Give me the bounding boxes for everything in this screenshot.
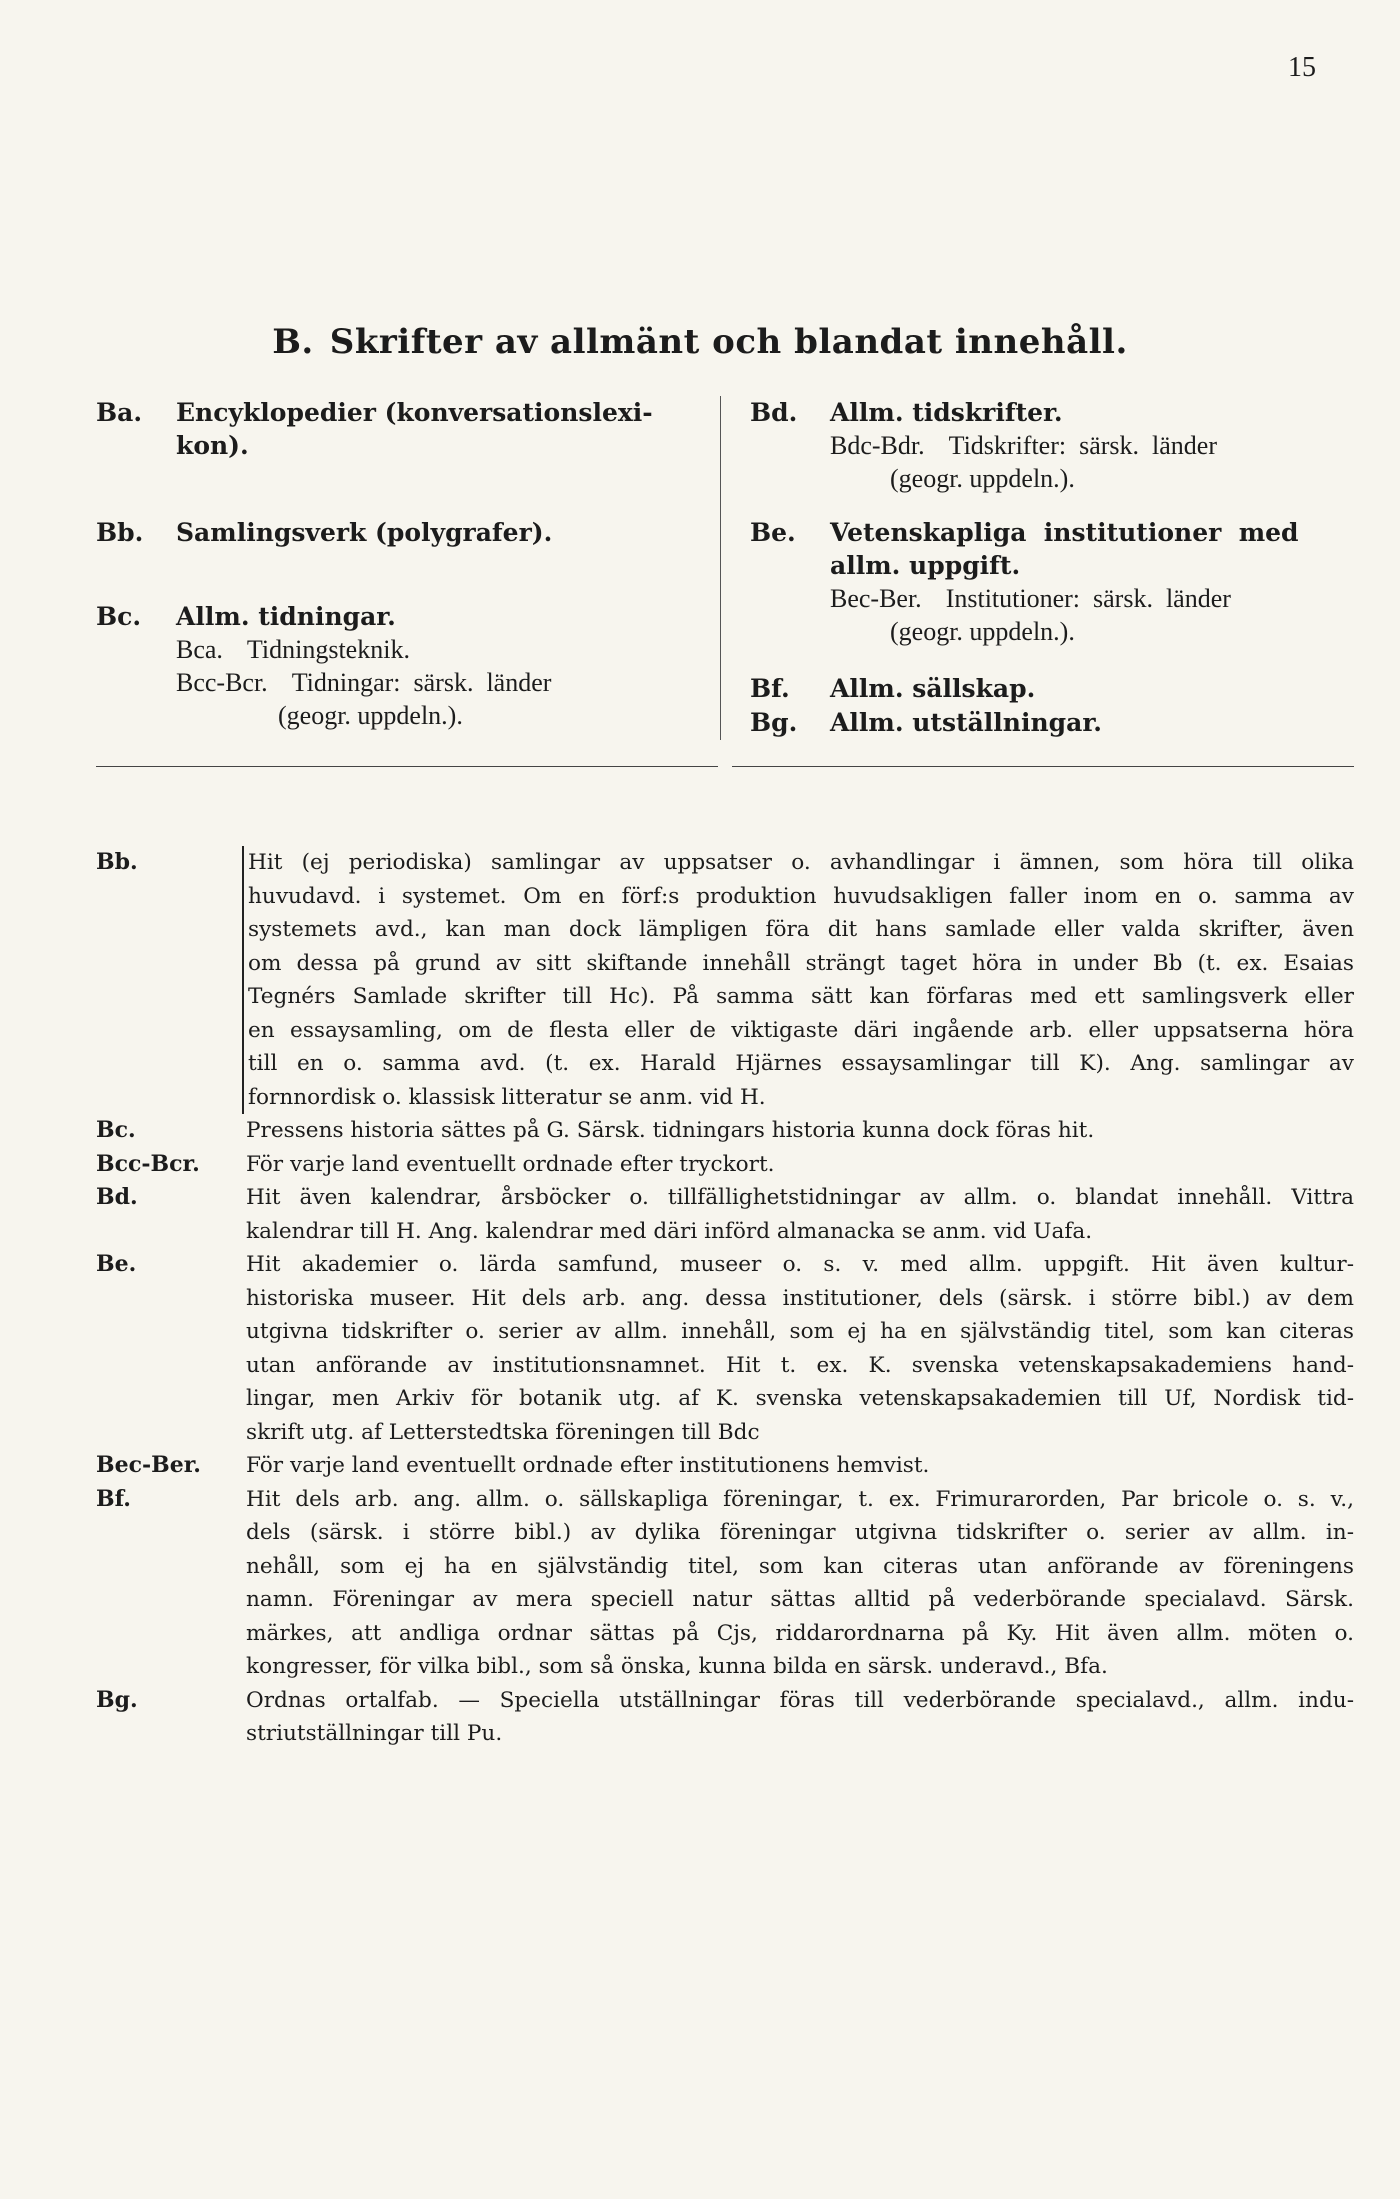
sub-code: Bcc-Bcr.	[176, 668, 268, 697]
outline-entry-bc	[96, 600, 704, 732]
entry-code: Bf.	[750, 674, 790, 703]
sub-code: Bdc-Bdr.	[830, 431, 925, 460]
note-code: Bg.	[96, 1686, 138, 1713]
note-line: kalendrar till H. Ang. kalendrar med däri införd almanacka se anm. vid Uafa.	[246, 1218, 1093, 1244]
entry-heading-cont: allm. uppgift.	[830, 551, 1021, 580]
page-number: 15	[1288, 52, 1316, 83]
note-line: namn. Föreningar av mera speciell natur sättas alltid på vederbörande specialavd. Särsk.	[246, 1587, 1354, 1612]
outline-entry-bd	[750, 396, 1354, 495]
entry-heading: Encyklopedier (konversationslexi-	[176, 398, 653, 427]
outline	[96, 396, 1354, 746]
note-line: Hit akademier o. lärda samfund, museer o. s. v. med allm. uppgift. Hit även kultur-	[246, 1252, 1354, 1277]
entry-heading: Samlingsverk (polygrafer).	[176, 518, 553, 547]
note-code: Bf.	[96, 1485, 131, 1512]
note-bd	[96, 1181, 1354, 1248]
entry-code: Bd.	[750, 398, 798, 427]
note-line: Hit dels arb. ang. allm. o. sällskapliga föreningar, t. ex. Frimurarorden, Par bricole o. s. v.,	[246, 1486, 1354, 1512]
sub-text: Tidningar: särsk. länder	[291, 668, 552, 697]
note-text	[246, 1248, 1354, 1449]
sub-entry	[176, 666, 704, 699]
note-code: Bcc-Bcr.	[96, 1150, 200, 1177]
sub-entry	[176, 633, 704, 666]
sub-text: Tidningsteknik.	[246, 635, 410, 664]
entry-heading: Allm. tidningar.	[176, 602, 396, 631]
column-divider	[720, 396, 721, 740]
note-code: Be.	[96, 1251, 137, 1277]
outline-entry-bb	[96, 516, 704, 549]
outline-entry-bg	[750, 706, 1354, 739]
outline-entry-ba	[96, 396, 704, 462]
note-line: om dessa på grund av sitt skiftande innehåll strängt taget höra in under Bb (t. ex. Esaias	[248, 950, 1354, 976]
sub-text-cont: (geogr. uppdeln.).	[278, 701, 463, 730]
note-text	[242, 846, 1354, 1114]
note-bec-ber	[96, 1449, 1354, 1483]
sub-text-cont: (geogr. uppdeln.).	[890, 617, 1075, 646]
note-line: till en o. samma avd. (t. ex. Harald Hjärnes essaysamlingar till K). Ang. samlingar av	[248, 1051, 1354, 1076]
note-line: Ordnas ortalfab. — Speciella utställningar föras till vederbörande specialavd., allm. indu-	[246, 1687, 1354, 1713]
note-line: fornnordisk o. klassisk litteratur se anm. vid H.	[248, 1084, 766, 1110]
rule-gap	[718, 765, 732, 769]
outline-entry-be	[750, 516, 1354, 648]
note-bb	[96, 846, 1354, 1114]
sub-text-cont: (geogr. uppdeln.).	[890, 464, 1075, 493]
note-be	[96, 1248, 1354, 1449]
entry-heading-cont: kon).	[176, 431, 249, 460]
note-bf	[96, 1483, 1354, 1684]
sub-text: Tidskrifter: särsk. länder	[948, 431, 1218, 460]
horizontal-rule	[96, 766, 1354, 767]
outline-entry-bf	[750, 672, 1354, 705]
entry-code: Bg.	[750, 708, 798, 737]
note-code: Bb.	[96, 849, 138, 875]
section-title: Skrifter av allmänt och blandat innehåll.	[329, 322, 1128, 362]
note-line: utan anförande av institutionsnamnet. Hit t. ex. K. svenska vetenskapsakademiens hand-	[246, 1352, 1354, 1378]
note-line: Hit (ej periodiska) samlingar av uppsatser o. avhandlingar i ämnen, som höra till olika	[248, 850, 1354, 875]
note-text	[246, 1483, 1354, 1684]
note-line: märkes, att andliga ordnar sättas på Cjs, riddarordnarna på Ky. Hit även allm. möten o.	[246, 1620, 1354, 1646]
note-line: Tegnérs Samlade skrifter till Hc). På samma sätt kan förfaras med ett samlingsverk eller	[248, 984, 1354, 1009]
note-line: För varje land eventuellt ordnade efter tryckort.	[246, 1151, 775, 1177]
note-line: dels (särsk. i större bibl.) av dylika föreningar utgivna tidskrifter o. serier av allm. in-	[246, 1520, 1354, 1545]
note-line: skrift utg. af Letterstedtska föreningen till Bdc	[246, 1419, 760, 1445]
sub-code: Bca.	[176, 635, 223, 664]
note-text	[246, 1114, 1354, 1148]
note-line: striutställningar till Pu.	[246, 1721, 503, 1746]
sub-text: Institutioner: särsk. länder	[945, 584, 1231, 613]
sub-entry	[830, 582, 1354, 615]
entry-code: Ba.	[96, 398, 143, 427]
note-line: Pressens historia sättes på G. Särsk. tidningars historia kunna dock föras hit.	[246, 1118, 1095, 1143]
sub-entry	[830, 429, 1354, 462]
note-line: systemets avd., kan man dock lämpligen föra dit hans samlade eller valda skrifter, även	[248, 917, 1354, 942]
entry-heading: Allm. tidskrifter.	[830, 398, 1063, 427]
entry-heading: Allm. utställningar.	[830, 708, 1102, 737]
entry-code: Bc.	[96, 602, 142, 631]
sub-code: Bec-Ber.	[830, 584, 922, 613]
entry-heading: Allm. sällskap.	[830, 674, 1036, 703]
note-line: en essaysamling, om de flesta eller de viktigaste däri ingående arb. eller uppsatserna höra	[248, 1017, 1354, 1043]
note-code: Bc.	[96, 1117, 136, 1143]
note-line: historiska museer. Hit dels arb. ang. dessa institutioner, dels (särsk. i större bibl.) av dem	[246, 1285, 1354, 1311]
note-line: För varje land eventuellt ordnade efter institutionens hemvist.	[246, 1453, 930, 1478]
notes-section	[96, 846, 1354, 1751]
entry-heading: Vetenskapliga institutioner med	[830, 518, 1299, 547]
note-text	[246, 1449, 1354, 1483]
note-text	[246, 1684, 1354, 1751]
note-line: lingar, men Arkiv för botanik utg. af K. svenska vetenskapsakademien till Uf, Nordisk tid-	[246, 1386, 1354, 1411]
note-code: Bec-Ber.	[96, 1452, 201, 1478]
note-bc	[96, 1114, 1354, 1148]
section-heading	[0, 322, 1400, 362]
section-letter: B.	[272, 322, 314, 362]
note-code: Bd.	[96, 1184, 138, 1210]
note-line: utgivna tidskrifter o. serier av allm. innehåll, som ej ha en självständig titel, som kan citeras	[246, 1319, 1354, 1344]
note-text	[246, 1148, 1354, 1182]
note-bg	[96, 1684, 1354, 1751]
note-bcc-bcr	[96, 1148, 1354, 1182]
entry-code: Be.	[750, 518, 796, 547]
note-line: kongresser, för vilka bibl., som så önska, kunna bilda en särsk. underavd., Bfa.	[246, 1654, 1108, 1679]
note-line: Hit även kalendrar, årsböcker o. tillfällighetstidningar av allm. o. blandat innehåll. Vittra	[246, 1185, 1354, 1210]
note-text	[246, 1181, 1354, 1248]
note-line: nehåll, som ej ha en självständig titel, som kan citeras utan anförande av föreningens	[246, 1553, 1354, 1579]
entry-code: Bb.	[96, 518, 144, 547]
note-line: huvudavd. i systemet. Om en förf:s produktion huvudsakligen faller inom en o. samma av	[248, 883, 1354, 909]
